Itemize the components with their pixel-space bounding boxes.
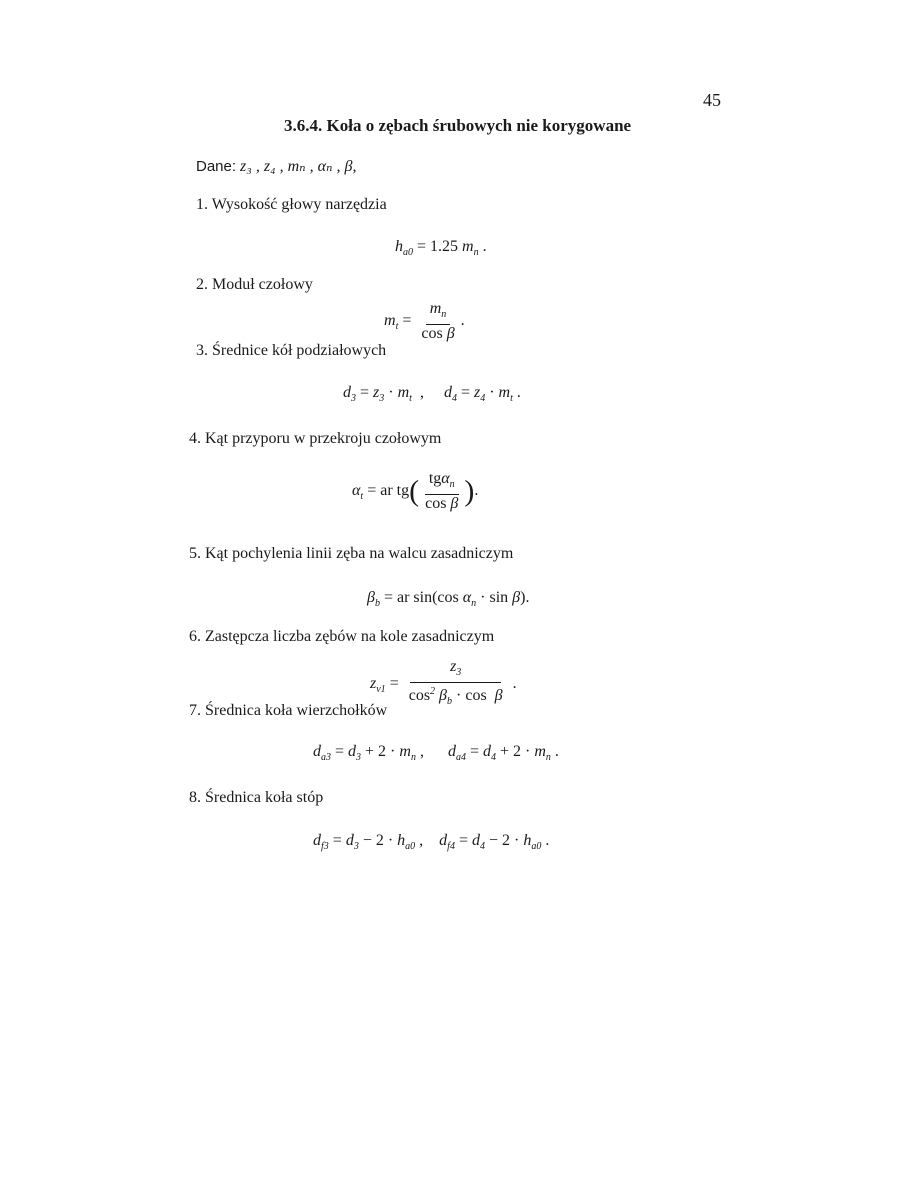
formula-transverse-module: $m_t$ = $\frac{m_n}{\text{cos β}}$ . [384,300,465,342]
formula-tool-addendum: $h_{a0} = 1.25$ $m_n$ . [395,238,487,258]
step-4-label: 4. Kąt przyporu w przekroju czołowym [189,430,442,447]
page-number: 45 [703,90,721,110]
step-6-label: 6. Zastępcza liczba zębów na kole zasadniczym [189,628,495,645]
step-3-label: 3. Średnice kół podziałowych [196,342,387,359]
step-1-label: 1. Wysokość głowy narzędzia [196,196,387,213]
given-label: Dane: [196,158,237,175]
formula-tip-diameters: $d_{a3} = d_3 + 2 \cdot m_n$ , $d_{a4} = d_4 + 2 \cdot m_n$ . [313,743,559,763]
given-data [196,156,357,176]
step-8-label: 8. Średnica koła stóp [189,789,324,806]
formula-pitch-diameters: $d_3 = z_3 \cdot m_t$ , $d_4 = z_4 \cdot m_t$ . [343,384,521,404]
step-5-label: 5. Kąt pochylenia linii zęba na walcu zasadniczym [189,545,514,562]
step-7-label: 7. Średnica koła wierzchołków [189,702,388,719]
formula-base-helix-angle: $\beta_b$ = ar sin(cos $\alpha_n \cdot \sin \beta$). [367,589,530,609]
step-2-label: 2. Moduł czołowy [196,276,313,293]
formula-root-diameters: $d_{f3} = d_3 - 2 \cdot h_{a0}$ , $d_{f4} = d_4 - 2 \cdot h_{a0}$ . [313,832,550,852]
formula-transverse-pressure-angle: $\alpha_t$ = ar tg( $\frac{tg\alpha_n}{\text{cos β}}$ ). [352,470,479,512]
section-title: 3.6.4. Koła o zębach śrubowych nie korygowane [284,116,632,135]
formula-virtual-teeth-number: $z_{v1}$ = $\frac{z_3}{\cos^2 \beta_b \cdot \cos \beta}$ . [370,658,517,707]
given-variables: z₃ , z₄ , mₙ , αₙ , β, [240,158,357,175]
